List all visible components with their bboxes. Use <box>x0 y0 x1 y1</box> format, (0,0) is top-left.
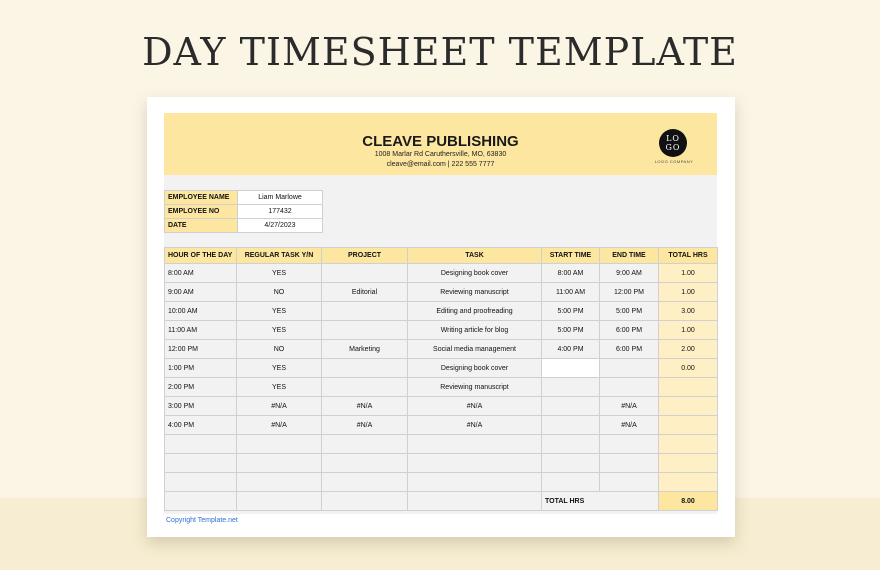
cell-hour[interactable]: 2:00 PM <box>165 378 237 397</box>
cell-hour[interactable]: 10:00 AM <box>165 302 237 321</box>
cell-regular[interactable]: YES <box>237 302 322 321</box>
table-row <box>165 340 718 359</box>
cell-hour[interactable] <box>165 473 237 492</box>
cell-total[interactable]: 0.00 <box>659 359 718 378</box>
cell-regular[interactable]: YES <box>237 321 322 340</box>
cell-task[interactable]: Editing and proofreading <box>408 302 542 321</box>
cell-start[interactable] <box>542 378 600 397</box>
cell-total[interactable] <box>659 378 718 397</box>
cell-start[interactable]: 11:00 AM <box>542 283 600 302</box>
cell-task[interactable]: Designing book cover <box>408 264 542 283</box>
table-row <box>165 321 718 340</box>
cell-project[interactable] <box>322 264 408 283</box>
cell-hour[interactable] <box>165 454 237 473</box>
employee-name-row <box>165 191 323 205</box>
cell-project[interactable] <box>322 473 408 492</box>
company-address: 1008 Marlar Rd Caruthersville, MO, 63830 <box>374 151 507 158</box>
table-row <box>165 378 718 397</box>
cell-task[interactable]: #N/A <box>408 416 542 435</box>
cell-total[interactable]: 3.00 <box>659 302 718 321</box>
cell-project[interactable] <box>322 302 408 321</box>
cell-hour[interactable]: 11:00 AM <box>165 321 237 340</box>
cell-total[interactable]: 2.00 <box>659 340 718 359</box>
total-hrs-label: TOTAL HRS <box>542 492 659 511</box>
table-row <box>165 397 718 416</box>
cell-regular[interactable]: #N/A <box>237 397 322 416</box>
employee-name-value[interactable]: Liam Marlowe <box>238 191 323 205</box>
logo-line-1: LO <box>666 134 680 143</box>
cell-end[interactable]: 6:00 PM <box>600 340 659 359</box>
logo-caption: LOGO COMPANY <box>654 159 694 164</box>
table-row <box>165 283 718 302</box>
cell-start[interactable]: 8:00 AM <box>542 264 600 283</box>
cell-task[interactable]: Designing book cover <box>408 359 542 378</box>
total-hrs-value: 8.00 <box>659 492 718 511</box>
cell-end[interactable]: #N/A <box>600 416 659 435</box>
cell-total[interactable]: 1.00 <box>659 264 718 283</box>
cell-task[interactable]: Reviewing manuscript <box>408 378 542 397</box>
date-label: DATE <box>165 219 238 233</box>
cell-project[interactable]: Marketing <box>322 340 408 359</box>
cell-end[interactable]: 6:00 PM <box>600 321 659 340</box>
cell-hour[interactable]: 4:00 PM <box>165 416 237 435</box>
cell-total[interactable] <box>659 435 718 454</box>
cell-project[interactable] <box>322 359 408 378</box>
col-header-task: TASK <box>408 248 542 264</box>
company-name: CLEAVE PUBLISHING <box>362 133 519 150</box>
cell-regular[interactable]: YES <box>237 264 322 283</box>
col-header-regular: REGULAR TASK Y/N <box>237 248 322 264</box>
employee-info-table <box>164 190 323 233</box>
cell-total[interactable]: 1.00 <box>659 321 718 340</box>
header-row <box>165 248 718 264</box>
cell-regular[interactable]: YES <box>237 359 322 378</box>
cell-project[interactable] <box>322 454 408 473</box>
col-header-end: END TIME <box>600 248 659 264</box>
cell-start[interactable] <box>542 359 600 378</box>
col-header-project: PROJECT <box>322 248 408 264</box>
date-value[interactable]: 4/27/2023 <box>238 219 323 233</box>
col-header-start: START TIME <box>542 248 600 264</box>
cell-regular[interactable] <box>237 473 322 492</box>
cell-start[interactable] <box>542 397 600 416</box>
cell-regular[interactable] <box>237 454 322 473</box>
company-header <box>164 113 717 175</box>
cell-project[interactable] <box>322 321 408 340</box>
cell-project[interactable] <box>322 378 408 397</box>
cell-task[interactable] <box>408 454 542 473</box>
cell-end[interactable]: 5:00 PM <box>600 302 659 321</box>
total-row <box>165 492 718 511</box>
cell-regular[interactable]: YES <box>237 378 322 397</box>
company-contact: cleave@email.com | 222 555 7777 <box>386 161 495 168</box>
cell-end[interactable] <box>600 378 659 397</box>
copyright-link[interactable]: Copyright Template.net <box>166 517 238 524</box>
employee-no-row <box>165 205 323 219</box>
cell-start[interactable]: 5:00 PM <box>542 302 600 321</box>
table-row <box>165 435 718 454</box>
cell-project[interactable]: #N/A <box>322 397 408 416</box>
cell-start[interactable] <box>542 473 600 492</box>
cell-end[interactable]: 12:00 PM <box>600 283 659 302</box>
cell-start[interactable]: 5:00 PM <box>542 321 600 340</box>
timesheet-table <box>164 247 718 511</box>
cell-end[interactable]: #N/A <box>600 397 659 416</box>
cell-regular[interactable] <box>237 435 322 454</box>
cell-task[interactable] <box>408 435 542 454</box>
employee-name-label: EMPLOYEE NAME <box>165 191 238 205</box>
table-row <box>165 473 718 492</box>
total-row-empty <box>165 492 237 511</box>
cell-end[interactable] <box>600 473 659 492</box>
cell-total[interactable]: 1.00 <box>659 283 718 302</box>
cell-end[interactable]: 9:00 AM <box>600 264 659 283</box>
cell-total[interactable] <box>659 416 718 435</box>
col-header-hour: HOUR OF THE DAY <box>165 248 237 264</box>
date-row <box>165 219 323 233</box>
logo-line-2: GO <box>665 143 681 152</box>
cell-total[interactable] <box>659 454 718 473</box>
cell-start[interactable] <box>542 416 600 435</box>
cell-start[interactable] <box>542 435 600 454</box>
table-row <box>165 359 718 378</box>
page-title: DAY TIMESHEET TEMPLATE <box>142 30 738 74</box>
cell-hour[interactable]: 12:00 PM <box>165 340 237 359</box>
cell-end[interactable] <box>600 454 659 473</box>
table-row <box>165 416 718 435</box>
cell-start[interactable] <box>542 454 600 473</box>
employee-no-label: EMPLOYEE NO <box>165 205 238 219</box>
cell-total[interactable] <box>659 473 718 492</box>
cell-total[interactable] <box>659 397 718 416</box>
cell-project[interactable]: Editorial <box>322 283 408 302</box>
cell-task[interactable]: Social media management <box>408 340 542 359</box>
cell-start[interactable]: 4:00 PM <box>542 340 600 359</box>
table-row <box>165 264 718 283</box>
total-row-empty <box>322 492 408 511</box>
cell-hour[interactable]: 8:00 AM <box>165 264 237 283</box>
cell-regular[interactable]: #N/A <box>237 416 322 435</box>
cell-regular[interactable]: NO <box>237 340 322 359</box>
logo-icon <box>659 129 687 157</box>
cell-task[interactable]: Writing article for blog <box>408 321 542 340</box>
cell-task[interactable]: #N/A <box>408 397 542 416</box>
total-row-empty <box>408 492 542 511</box>
cell-project[interactable]: #N/A <box>322 416 408 435</box>
cell-hour[interactable]: 9:00 AM <box>165 283 237 302</box>
employee-no-value[interactable]: 177432 <box>238 205 323 219</box>
cell-hour[interactable]: 1:00 PM <box>165 359 237 378</box>
cell-end[interactable] <box>600 435 659 454</box>
cell-hour[interactable]: 3:00 PM <box>165 397 237 416</box>
cell-end[interactable] <box>600 359 659 378</box>
cell-task[interactable] <box>408 473 542 492</box>
table-row <box>165 454 718 473</box>
total-row-empty <box>237 492 322 511</box>
cell-regular[interactable]: NO <box>237 283 322 302</box>
table-row <box>165 302 718 321</box>
timesheet-sheet <box>147 97 735 537</box>
cell-hour[interactable] <box>165 435 237 454</box>
cell-project[interactable] <box>322 435 408 454</box>
cell-task[interactable]: Reviewing manuscript <box>408 283 542 302</box>
col-header-total: TOTAL HRS <box>659 248 718 264</box>
